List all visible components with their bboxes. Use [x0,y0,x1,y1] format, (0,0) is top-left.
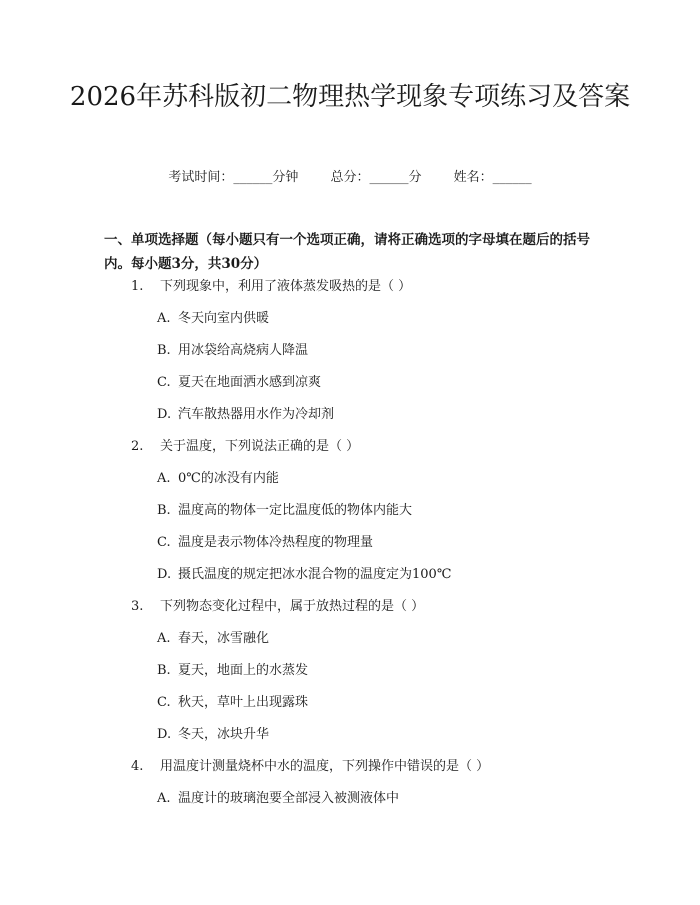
question-text: 关于温度，下列说法正确的是（ ） [160,439,360,454]
question-text: 下列物态变化过程中，属于放热过程的是（ ） [160,599,425,614]
option-text: 冬天向室内供暖 [178,311,270,326]
question-list [0,277,700,821]
question-stem [0,277,700,309]
option-d [0,725,700,757]
option-text: 0℃的冰没有内能 [178,471,279,486]
option-letter: D. [157,727,172,742]
option-c [0,533,700,565]
option-d [0,405,700,437]
question-text: 用温度计测量烧杯中水的温度，下列操作中错误的是（ ） [160,759,490,774]
option-letter: A. [157,631,171,646]
question-number: 2. [131,439,144,454]
option-text: 冬天，冰块升华 [178,727,270,742]
question-stem [0,437,700,469]
option-text: 用冰袋给高烧病人降温 [178,343,309,358]
question-stem [0,597,700,629]
option-letter: C. [157,535,171,550]
option-letter: B. [157,343,171,358]
option-text: 温度是表示物体冷热程度的物理量 [178,535,374,550]
option-c [0,693,700,725]
total-score-field: 总分：______分 [330,170,422,185]
option-text: 夏天，地面上的水蒸发 [178,663,309,678]
section-heading: 一、单项选择题（每小题只有一个选项正确，请将正确选项的字母填在题后的括号内。每小题3分，共30分） [104,232,590,272]
option-letter: A. [157,471,171,486]
option-letter: D. [157,407,172,422]
option-letter: A. [157,791,171,806]
option-a [0,629,700,661]
question-4 [0,757,700,821]
question-3 [0,597,700,757]
option-text: 春天，冰雪融化 [178,631,270,646]
exam-time-field: 考试时间：______分钟 [168,170,299,185]
option-letter: B. [157,663,171,678]
option-text: 温度计的玻璃泡要全部浸入被测液体中 [178,791,400,806]
option-b [0,501,700,533]
option-letter: C. [157,695,171,710]
option-text: 汽车散热器用水作为冷却剂 [178,407,335,422]
option-c [0,373,700,405]
option-text: 秋天，草叶上出现露珠 [178,695,309,710]
question-stem [0,757,700,789]
option-a [0,469,700,501]
option-a [0,309,700,341]
option-text: 摄氏温度的规定把冰水混合物的温度定为100℃ [178,567,452,582]
exam-info-row [0,168,700,188]
question-1 [0,277,700,437]
question-2 [0,437,700,597]
student-name-field: 姓名：______ [453,170,532,185]
option-text: 温度高的物体一定比温度低的物体内能大 [178,503,413,518]
option-b [0,341,700,373]
option-letter: A. [157,311,171,326]
page-title: 2026年苏科版初二物理热学现象专项练习及答案 [69,82,631,112]
option-b [0,661,700,693]
option-letter: D. [157,567,172,582]
question-number: 3. [131,599,144,614]
option-letter: B. [157,503,171,518]
question-text: 下列现象中，利用了液体蒸发吸热的是（ ） [160,279,412,294]
option-d [0,565,700,597]
option-letter: C. [157,375,171,390]
option-a [0,789,700,821]
question-number: 4. [131,759,144,774]
question-number: 1. [131,279,144,294]
option-text: 夏天在地面洒水感到凉爽 [178,375,322,390]
